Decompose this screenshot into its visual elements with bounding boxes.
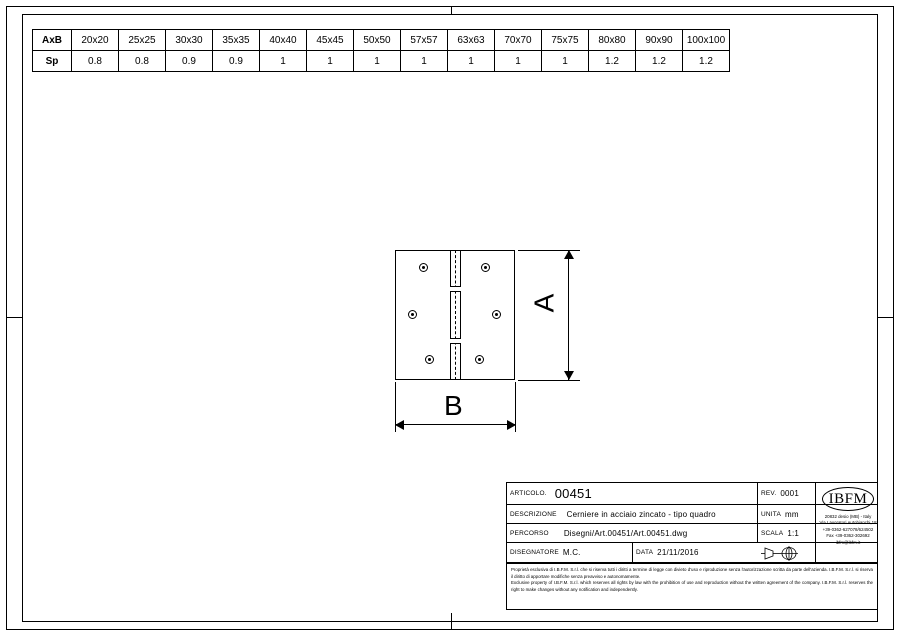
center-axis-line — [455, 250, 456, 380]
rev-field — [757, 483, 815, 504]
table-row-header: AxB — [33, 30, 72, 51]
table-cell: 1 — [448, 51, 495, 72]
table-row — [33, 30, 730, 51]
dimension-label-b: B — [444, 390, 463, 421]
table-cell: 90x90 — [636, 30, 683, 51]
table-cell: 25x25 — [119, 30, 166, 51]
knuckle-joint-lower — [450, 338, 461, 344]
screw-hole — [475, 355, 484, 364]
articolo-value: 00451 — [554, 486, 592, 501]
data-value: 21/11/2016 — [657, 548, 699, 557]
projection-symbol-icon — [759, 545, 813, 562]
dimension-line-a — [568, 250, 569, 380]
table-cell: 1 — [354, 51, 401, 72]
table-cell: 30x30 — [166, 30, 213, 51]
rev-value: 0001 — [780, 489, 799, 498]
size-table — [32, 29, 730, 72]
table-cell: 100x100 — [683, 30, 730, 51]
center-tick-right — [877, 317, 894, 318]
arrowhead-left-icon — [395, 420, 404, 430]
table-cell: 1.2 — [589, 51, 636, 72]
table-cell: 1 — [542, 51, 589, 72]
screw-hole — [492, 310, 501, 319]
screw-hole — [419, 263, 428, 272]
table-cell: 35x35 — [213, 30, 260, 51]
articolo-label: ARTICOLO. — [510, 490, 547, 497]
table-cell: 1 — [307, 51, 354, 72]
legal-notice-it: Proprietà esclusiva di I.B.F.M. S.r.l. che si riserva tutti i diritti a termine di legge con divieto d'uso e riproduzione senza l'autorizzazione scritta da parte dell'azienda. I.B.F.M. S.r.l. si riserva il diritto di apportare modifiche senza preavviso e autonomamente. — [511, 567, 873, 579]
knuckle-line-left — [450, 250, 451, 380]
table-cell: 75x75 — [542, 30, 589, 51]
unita-field — [757, 505, 815, 523]
table-cell: 70x70 — [495, 30, 542, 51]
dimension-label-a: A — [528, 293, 560, 313]
table-row — [33, 51, 730, 72]
scala-label: SCALA — [761, 529, 784, 537]
descrizione-field — [507, 505, 757, 523]
center-tick-bottom — [451, 613, 452, 630]
table-cell: 20x20 — [72, 30, 119, 51]
table-cell: 0.8 — [119, 51, 166, 72]
disegnatore-label: DISEGNATORE — [510, 549, 559, 556]
legal-notice-en: Exclusive property of I.B.F.M. S.r.l. which reserves all rights by law with the prohibition of use and reproduction without the written agreement of the company. I.B.F.M. S.r.l. reserves the right to make changes without any notification and independently. — [511, 580, 873, 592]
table-cell: 40x40 — [260, 30, 307, 51]
company-logo-block — [815, 483, 879, 563]
table-cell: 45x45 — [307, 30, 354, 51]
scala-field — [757, 524, 815, 542]
table-cell: 0.9 — [166, 51, 213, 72]
disegnatore-value: M.C. — [562, 548, 581, 557]
table-cell: 1 — [401, 51, 448, 72]
table-cell: 57x57 — [401, 30, 448, 51]
table-cell: 0.8 — [72, 51, 119, 72]
percorso-value: Disegni/Art.00451/Art.00451.dwg — [563, 528, 688, 538]
screw-hole — [481, 263, 490, 272]
ibfm-logo: IBFM — [822, 487, 874, 511]
dimension-line-b — [395, 424, 516, 425]
hinge-drawing — [395, 250, 515, 380]
table-cell: 1 — [495, 51, 542, 72]
arrowhead-up-icon — [564, 250, 574, 259]
data-label: DATA — [636, 549, 654, 556]
center-tick-top — [451, 6, 452, 15]
company-address: 20832 desio (MB) - Italy Via Lavoratori Autobianchi,18 +39-0362-627078/624502 Fax +39-0362-302692 ibfm@ibfm.it — [819, 514, 877, 545]
extension-line-bottom — [518, 380, 580, 381]
center-tick-left — [6, 317, 23, 318]
articolo-field — [507, 483, 757, 504]
title-block — [506, 482, 878, 610]
table-cell: 0.9 — [213, 51, 260, 72]
screw-hole — [408, 310, 417, 319]
arrowhead-right-icon — [507, 420, 516, 430]
scala-value: 1:1 — [787, 528, 800, 538]
table-cell: 1.2 — [636, 51, 683, 72]
descrizione-label: DESCRIZIONE — [510, 510, 557, 518]
unita-value: mm — [785, 509, 799, 519]
table-cell: 50x50 — [354, 30, 401, 51]
table-cell: 80x80 — [589, 30, 636, 51]
descrizione-value: Cerniere in acciaio zincato - tipo quadro — [566, 509, 716, 519]
disegnatore-field — [507, 543, 632, 562]
table-cell: 63x63 — [448, 30, 495, 51]
percorso-field — [507, 524, 757, 542]
arrowhead-down-icon — [564, 371, 574, 380]
unita-label: UNITA — [761, 510, 782, 518]
legal-notice — [507, 563, 877, 610]
table-cell: 1.2 — [683, 51, 730, 72]
knuckle-joint-upper — [450, 286, 461, 292]
percorso-label: PERCORSO — [510, 529, 549, 537]
knuckle-line-right — [460, 250, 461, 380]
table-row-header: Sp — [33, 51, 72, 72]
rev-label: REV. — [761, 490, 777, 497]
table-cell: 1 — [260, 51, 307, 72]
screw-hole — [425, 355, 434, 364]
data-field — [632, 543, 757, 562]
